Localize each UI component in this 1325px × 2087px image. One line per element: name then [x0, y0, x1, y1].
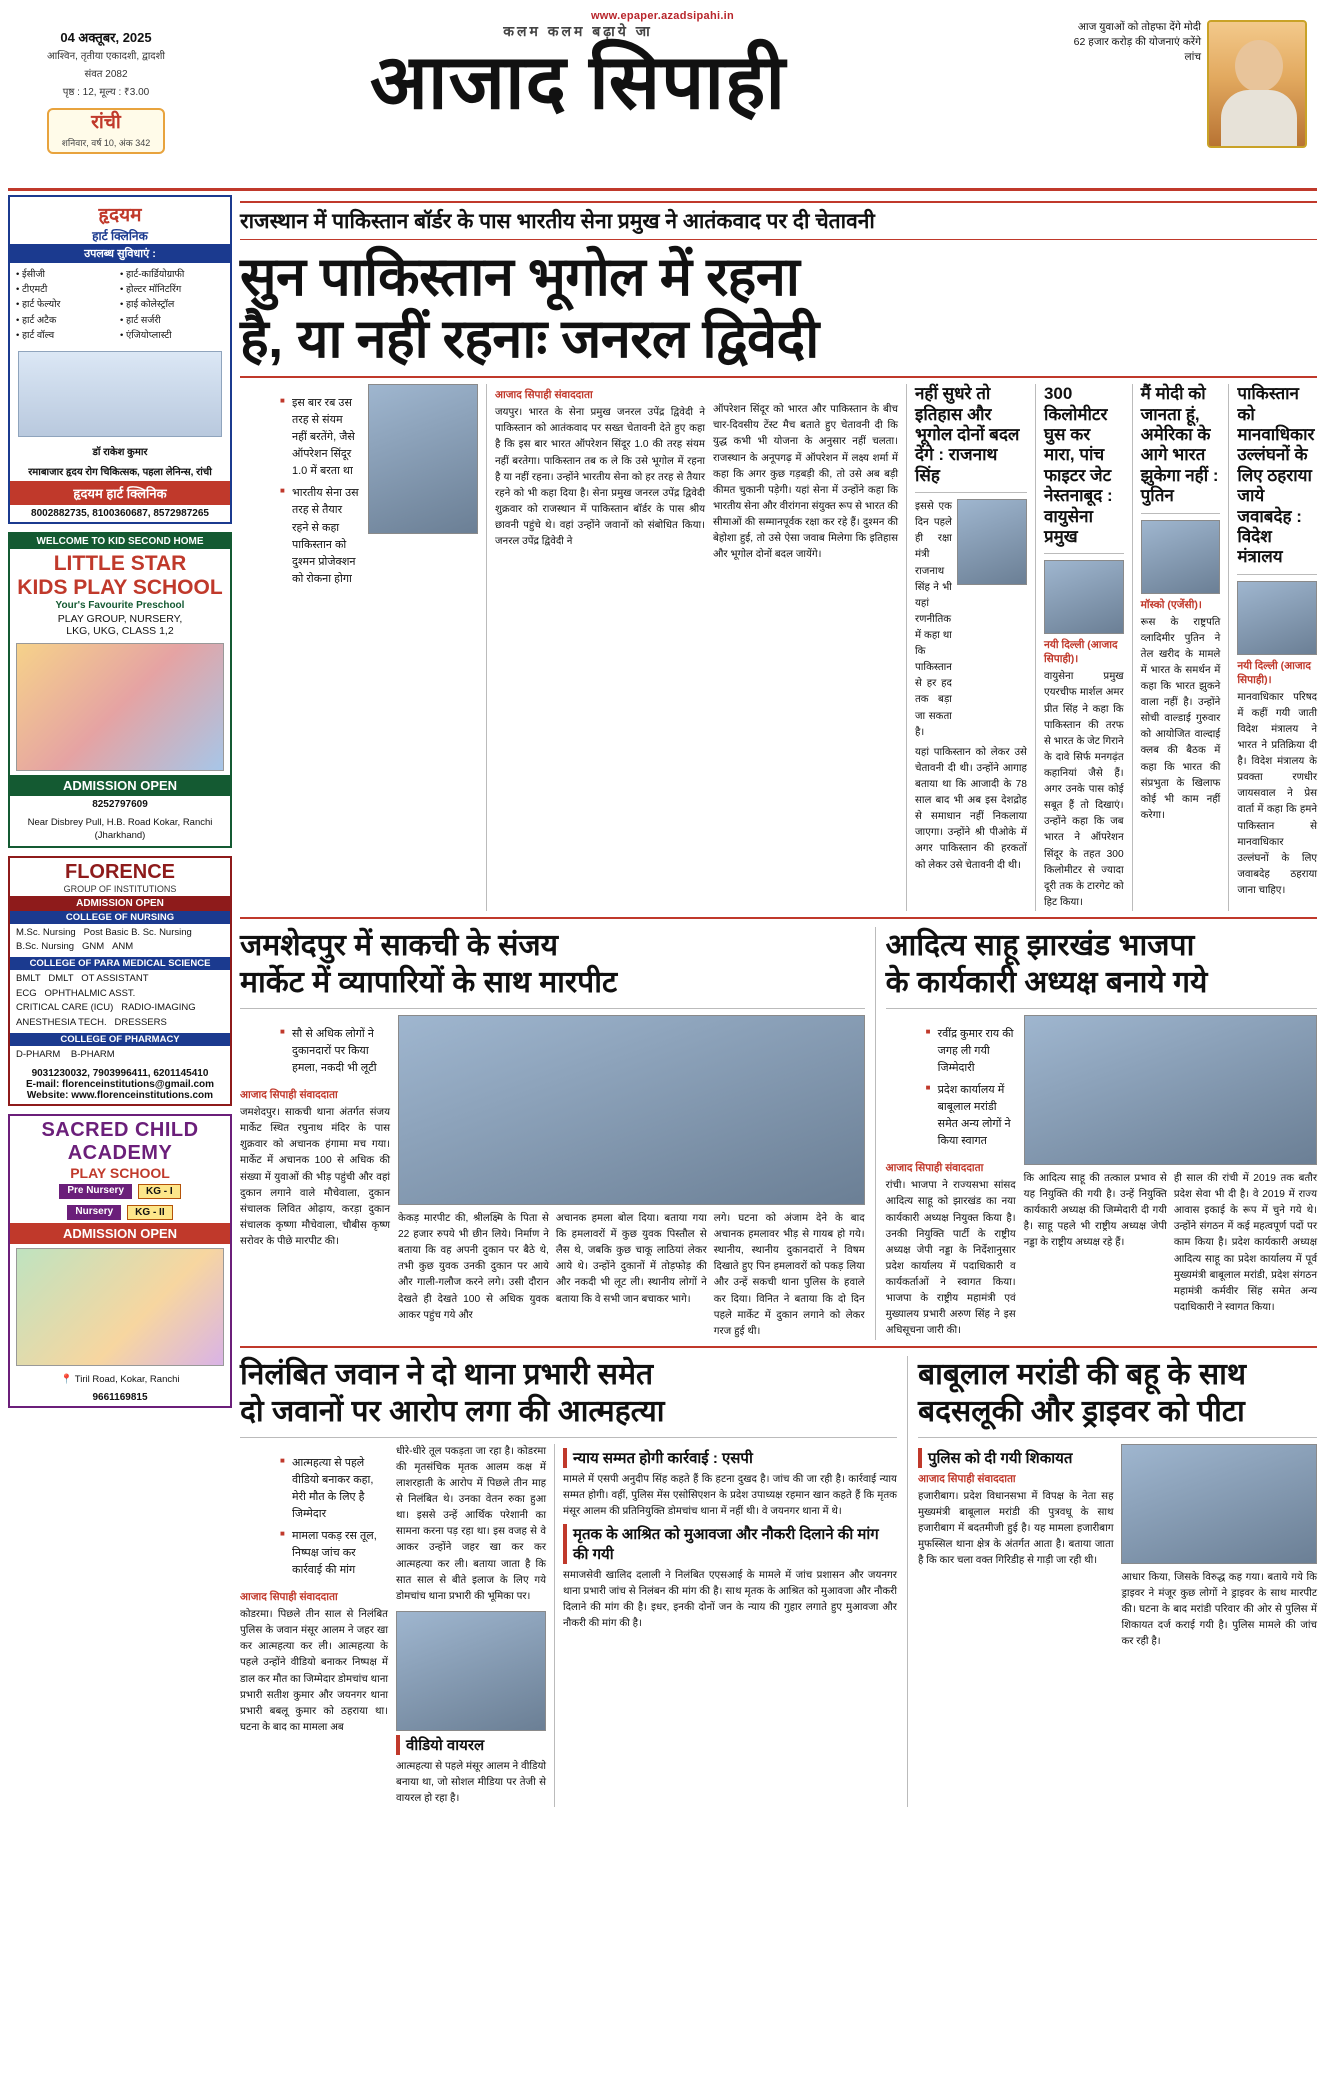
- ad-doctor-photo: [18, 351, 222, 437]
- lead-bullets: [240, 395, 360, 588]
- epaper-url[interactable]: www.epaper.azadsipahi.in: [590, 10, 735, 22]
- ad-school-address: Near Disbrey Pull, H.B. Road Kokar, Ranchi (Jharkhand): [27, 816, 213, 842]
- top-articles-row: [240, 384, 1317, 911]
- bottom-left-compensation-head: मृतक के आश्रित को मुआवजा और नौकरी दिलाने की मांग की गयी: [563, 1524, 897, 1564]
- ad-doctor-name: डॉ राकेश कुमार: [92, 446, 148, 458]
- card-airchief-headline: 300 किलोमीटर घुस कर मारा, पांच फाइटर जेट नेस्तनाबूद : वायुसेना प्रमुख: [1043, 384, 1113, 546]
- ad-sacred-name: SACRED CHILD ACADEMY: [41, 1118, 199, 1164]
- ad-florence-name: FLORENCE: [65, 860, 175, 883]
- tagline: कलम कलम बढ़ाये जा: [503, 23, 653, 39]
- card-airchief: [1044, 384, 1124, 911]
- hindu-date: आश्विन, तृतीया एकादशी, द्वादशी: [47, 51, 165, 62]
- article-jamshedpur-market: [240, 927, 865, 1340]
- mid-right-bullets: [886, 1026, 1016, 1150]
- ad-florence-sec-pharmacy: COLLEGE OF PHARMACY: [10, 1033, 230, 1046]
- ad-clinic-address: रमाबाजार हृदय रोग चिकित्सक, पहला लेनिन्स, रांची: [28, 466, 212, 478]
- rajnath-singh-photo: [957, 499, 1027, 585]
- ad-florence-sec-paramedical: COLLEGE OF PARA MEDICAL SCIENCE: [10, 957, 230, 970]
- card-putin: [1141, 384, 1221, 911]
- ad-florence-sec-nursing: COLLEGE OF NURSING: [10, 911, 230, 924]
- ad-sacred-child-academy[interactable]: [8, 1114, 232, 1408]
- samvat: संवत 2082: [84, 69, 128, 80]
- lead-text-1: जयपुर। भारत के सेना प्रमुख जनरल उपेंद्र द्विवेदी ने पाकिस्तान को आतंकवाद पर सख्त चेतावनी देते हुए कहा है कि इस बार भारत ऑपरेशन सिंदूर 1.0 की तरह संयम नहीं बरतेगा। पाकिस्तान तब क ले कि उसे भूगोल में रहना है या नहीं रहना। उन्होंने भारतीय सेना को हर तरह से तैयार रहने को भी कहा दिया है। सेना प्रमुख जनरल उपेंद्र द्विवेदी शुक्रवार को राजस्थान में पाकिस्तान बॉर्डर के पास श्रीय छावनी पहुंचे थे। वहां उन्होंने जवानों को संबोधित किया। जनरल उपेंद्र द्विवेदी ने: [495, 407, 705, 548]
- mid-left-bullets: [240, 1026, 390, 1077]
- lead-text-col: [495, 384, 705, 911]
- mid-right-text-2: कि आदित्य साहू की तत्काल प्रभाव से यह नियुक्ति की गयी है। उन्हें नियुक्ति कार्यकारी अध्यक्ष की जिम्मेदारी दी गयी है। साहू पहले भी राष्ट्रीय अध्यक्ष जेपी नड्डा के राष्ट्रीय अध्यक्ष रहे हैं।: [1023, 1172, 1167, 1249]
- article-aditya-sahu: [875, 927, 1317, 1340]
- divider: [1141, 513, 1221, 514]
- main-content: [240, 195, 1317, 1807]
- ad-clinic-banner: हृदयम हार्ट क्लिनिक: [10, 481, 230, 505]
- mid-right-headline-2: के कार्यकारी अध्यक्ष बनाये गये: [885, 966, 1208, 1000]
- mid-right-bullet-2: ■ प्रदेश कार्यालय में बाबूलाल मरांडी समेत अन्य लोगों ने किया स्वागत: [926, 1082, 1016, 1150]
- modi-portrait-photo: [1207, 20, 1307, 148]
- divider: [1237, 574, 1317, 575]
- lead-bullet-1: ■ इस बार रब उस तरह से संयम नहीं बरतेंगे, जैसे ऑपरेशन सिंदूर 1.0 में बरता था: [280, 395, 360, 480]
- ad-florence-paramedical-courses: BMLT DMLT OT ASSISTANT ECG OPHTHALMIC ASST. CRITICAL CARE (ICU) RADIO-IMAGING ANESTHESIA TECH. DRESSERS: [16, 972, 196, 1029]
- card-putin-byline: मॉस्को (एजेंसी)।: [1140, 598, 1202, 611]
- ad-school-classes: PLAY GROUP, NURSERY, LKG, UKG, CLASS 1,2: [57, 612, 183, 637]
- column-divider: [486, 384, 487, 911]
- ad-sacred-classes-2: [10, 1202, 230, 1223]
- bottom-left-video-head: वीडियो वायरल: [396, 1735, 546, 1755]
- masthead-right: [1069, 20, 1309, 148]
- ad-sacred-address: 📍 Tiril Road, Kokar, Ranchi: [60, 1373, 180, 1385]
- mid-right-bullet-1: ■ रवींद्र कुमार राय की जगह ली गयी जिम्मेदारी: [926, 1026, 1016, 1077]
- card-mea-byline: नयी दिल्ली (आजाद सिपाही)।: [1237, 659, 1311, 686]
- ad-sacred-phone[interactable]: 9661169815: [92, 1391, 148, 1403]
- bottom-left-bullets: [240, 1455, 388, 1579]
- page-title: आजाद सिपाही: [369, 40, 787, 125]
- card-mea: [1237, 384, 1317, 911]
- lead-headline: [240, 240, 1317, 370]
- card-airchief-byline: नयी दिल्ली (आजाद सिपाही)।: [1043, 639, 1118, 666]
- article-marandi-daughter-in-law: [907, 1356, 1317, 1807]
- divider: [240, 917, 1317, 919]
- ad-florence-contact[interactable]: 9031230032, 7903996411, 6201145410 E-mail: florenceinstitutions@gmail.com Website: www.florenceinstitutions.com: [25, 1067, 215, 1101]
- card-putin-headline: मैं मोदी को जानता हूं, अमेरिका के आगे भारत झुकेगा नहीं : पुतिन: [1140, 384, 1219, 506]
- card-mea-headline: पाकिस्तान को मानवाधिकार उल्लंघनों के लिए ठहराया जाये जवाबदेह : विदेश मंत्रालय: [1237, 384, 1315, 567]
- ad-clinic-sub: हार्ट क्लिनिक: [92, 229, 148, 243]
- bottom-left-text-2: धीरे-धीरे तूल पकड़ता जा रहा है। कोडरमा की मृतसंचिक मृतक आलम कक्ष में लाशरहाती के आरोप में पिछले तीन माह से निलंबित थे। उनका वेतन रुका हुआ था। इससे उन्हें आर्थिक परेशानी का सामना करना पड़ रहा था। इस वजह से वे आकर उन्होंने जहर खा कर कर आत्महत्या कर ली। बताया जाता है कि सात साल से बीते इलाज के लिए गये डोमचांच थाना प्रभारी की भूमिका पर।: [396, 1445, 546, 1602]
- mid-right-text-1: रांची। भाजपा ने राज्यसभा सांसद आदित्य साहू को झारखंड का नया कार्यकारी अध्यक्ष नियुक्त किया है। उनकी नियुक्ति पार्टी के राष्ट्रीय अध्यक्ष जेपी नड्डा के निर्देशानुसार प्रदेश कार्यालय में पदाधिकारी व कार्यकर्ताओं ने स्वागत किया। भाजपा के राष्ट्रीय महामंत्री एवं मुख्यालय प्रभारी अरुण सिंह ने इस अधिसूचना जारी की।: [885, 1180, 1016, 1337]
- bottom-left-text-4: समाजसेवी खालिद दलाली ने निलंबित एएसआई के मामले में जांच प्रशासन और जयनगर थाना प्रभारी जांच से निलंबन की मांग की है। साथ मृतक के आश्रित को मुआवजा और नौकरी दिलाने की मांग की है। इधर, इनकी दोनों जन के न्याय की गुहार लगाते हुए मुआवजा और नौकरी की मांग की है।: [563, 1570, 897, 1630]
- putin-photo: [1141, 520, 1221, 594]
- card-rajnath-bullets: इससे एक दिन पहले ही रक्षा मंत्री राजनाथ सिंह ने भी यहां रणनीतिक में कहा था कि पाकिस्तान से हर हद तक बड़ा जा सकता है।: [915, 501, 952, 738]
- bottom-left-byline: आजाद सिपाही संवाददाता: [240, 1591, 338, 1604]
- bottom-left-text-3: मामले में एसपी अनुदीप सिंह कहते हैं कि हटना दुखद है। जांच की जा रही है। कार्रवाई न्याय सम्मत होगी। वहीं, पुलिस मेंस एसोसिएशन के प्रदेश उपाध्यक्ष रहमान खान कहते हैं कि मृतक मंसूर आलम की प्रतिनियुक्ति डोमचांच थाना में नहीं थी। वे जयनगर थाना में थे।: [563, 1473, 897, 1518]
- ad-clinic-name: हृदयम: [98, 205, 142, 226]
- bottom-left-headline-1: निलंबित जवान ने दो थाना प्रभारी समेत: [240, 1357, 654, 1391]
- bottom-right-headline-1: बाबूलाल मरांडी की बहू के साथ: [917, 1357, 1247, 1391]
- bottom-left-sp-head: न्याय सम्मत होगी कार्रवाई : एसपी: [563, 1448, 897, 1468]
- ad-florence-sub: GROUP OF INSTITUTIONS: [63, 883, 177, 894]
- ad-sacred-nursery: Nursery: [67, 1205, 121, 1220]
- bottom-left-text-1: कोडरमा। पिछले तीन साल से निलंबित पुलिस के जवान मंसूर आलम ने जहर खा कर आत्महत्या कर ली। आत्महत्या के पहले उन्होंने वीडियो बनाकर निष्पक्ष में डाल कर मौत का जिम्मेदार डोमचांच थाना प्रभारी सतीश कुमार और जयनगर थाना प्रभारी बबलू कुमार को ठहराया था। घटना के बाद का मामला अब: [240, 1609, 388, 1733]
- army-chief-photo: [368, 384, 478, 534]
- mid-left-bullet-1: ■ सौ से अधिक लोगों ने दुकानदारों पर किया हमला, नकदी भी लूटी: [280, 1026, 390, 1077]
- mid-left-text-3: अचानक हमला बोल दिया। बताया गया कि हमलावरों में कुछ युवक पिस्तौल से लैस थे, जबकि कुछ चाकू लाठियां लेकर आये थे। उन्होंने दुकानों में तोड़फोड़ की और नकदी भी लूट ली। स्थानीय लोगों ने बताया कि वे सभी जान बचाकर भागे।: [555, 1212, 707, 1305]
- ad-hridayam-heart-clinic[interactable]: [8, 195, 232, 524]
- ad-school-name: LITTLE STAR KIDS PLAY SCHOOL: [17, 551, 223, 599]
- bottom-articles-row: [240, 1356, 1317, 1807]
- mid-articles-row: [240, 927, 1317, 1340]
- mid-right-headline-1: आदित्य साहू झारखंड भाजपा: [885, 928, 1195, 962]
- ad-clinic-phone[interactable]: 8002882735, 8100360687, 8572987265: [31, 507, 209, 519]
- ad-sacred-admission: ADMISSION OPEN: [10, 1223, 230, 1244]
- bottom-right-bullet: पुलिस को दी गयी शिकायत: [918, 1448, 1114, 1468]
- air-chief-photo: [1044, 560, 1124, 634]
- mid-right-text-3: ही साल की रांची में 2019 तक बतौर प्रदेश सेवा भी दी है। वे 2019 में राज्य आवास इकाई के रूप में चुने गये थे। उन्होंने संगठन में कई महत्वपूर्ण पदों पर काम किया है। प्रदेश कार्यकारी अध्यक्ष आदित्य साहू का प्रदेश कार्यालय में पूर्व मुख्यमंत्री बाबूलाल मरांडी, प्रदेश संगठन महामंत्री कर्मवीर सिंह समेत अन्य पदाधिकारी ने स्वागत किया।: [1173, 1172, 1317, 1313]
- ad-little-star-kids-play-school[interactable]: [8, 532, 232, 848]
- mid-left-text-2: केकड़ मारपीट की, श्रीलक्ष्मि के पिता से 22 हजार रुपये भी छीन लिये। निर्माण ने बताया कि वह अपनी दुकान पर बैठे थे, तभी कुछ युवक उनकी दुकान पर आये और गाली-गलौज करने लगे। उसी दौरान देखते ही देखते 100 से अधिक युवक आकर पहुंच गये और: [398, 1212, 549, 1321]
- lead-byline: आजाद सिपाही संवाददाता: [495, 389, 593, 402]
- publication-date: 04 अक्तूबर, 2025: [60, 30, 152, 45]
- column-divider-2: [906, 384, 907, 911]
- city-meta: शनिवार, वर्ष 10, अंक 342: [61, 137, 151, 148]
- ad-school-phone[interactable]: 8252797609: [92, 798, 148, 810]
- card-rajnath-text: यहां पाकिस्तान को लेकर उसे चेतावनी दी थी। उन्होंने आगाह बताया था कि आजादी के 78 साल बाद भी अब इस देशद्रोह से समाधान नहीं निकलाया जाएगा। उन्होंने श्री पीओके में अगर पाकिस्तान की हरकतों को लेकर उसे चेतावनी दी थी।: [915, 746, 1027, 871]
- ad-services-list: • ईसीजी • हार्ट-कार्डियोग्राफी • टीएमटी • होल्टर मॉनिटरिंग • हार्ट फेल्योर • हाई कोलेस्ट्रॉल • हार्ट अटैक • हार्ट सर्जरी • हार्ट वॉल्व • एंजियोप्लास्टी: [16, 269, 185, 341]
- market-attack-photo: [398, 1015, 865, 1205]
- ad-sacred-kg2: KG - II: [127, 1205, 172, 1220]
- divider: [240, 1346, 1317, 1348]
- bottom-left-bullet-2: ■ मामला पकड़ रस तूल, निष्पक्ष जांच कर कार्रवाई की मांग: [280, 1528, 388, 1579]
- ad-welcome-bar: WELCOME TO KID SECOND HOME: [10, 534, 230, 549]
- advertisement-column: [8, 195, 232, 1807]
- card-mea-text: मानवाधिकार परिषद में कहीं गयी जाती विदेश मंत्रालय ने भारत ने प्रतिक्रिया दी है। विदेश मंत्रालय के प्रवक्ता रणधीर जायसवाल ने प्रेस वार्ता में कहा कि हमने पाकिस्तान से मानवाधिकार उल्लंघनों के लिए जवाबदेह ठहराया जाना चाहिए।: [1237, 691, 1318, 897]
- page-body: [8, 195, 1317, 1807]
- ad-sacred-pre-nursery: Pre Nursery: [59, 1184, 132, 1199]
- masthead-center: [208, 22, 948, 123]
- divider: [886, 1008, 1317, 1009]
- divider: [240, 1437, 897, 1438]
- bottom-right-headline-2: बदसलूकी और ड्राइवर को पीटा: [917, 1395, 1245, 1429]
- column-divider-3: [1035, 384, 1036, 911]
- card-rajnath-headline: नहीं सुधरे तो इतिहास और भूगोल दोनों बदल देंगे : राजनाथ सिंह: [915, 384, 1020, 485]
- ad-sacred-kg1: KG - I: [138, 1184, 181, 1199]
- lead-headline-line1: सुन पाकिस्तान भूगोल में रहना: [240, 247, 800, 307]
- lead-text-2: ऑपरेशन सिंदूर को भारत और पाकिस्तान के बीच चार-दिवसीय टेंस्ट मैच बताते हुए चेतावनी दी कि युद्ध कभी भी योजना के अनुसार नहीं चलता। राजस्थान के अनूपगढ़ में ऑपरेशन में लक्ष्य शर्मा में कहा कि अगर कुछ गड़बड़ी की, तो उसे अब बड़ी कीमत चुकानी पड़ेगी। यहां सेना में उन्होंने कहा कि भारतीय सेना और वीरांगना संयुक्त रूप से भारत की सीमाओं की सम्मानपूर्वक रक्षा कर रहे हैं। दुश्मन की बेहोशा हुई, तो उसे ऐसा जवाब मिलेगा कि इतिहास और भूगोल दोनों बदल जायेंगे।: [713, 404, 898, 561]
- ad-sacred-sub: PLAY SCHOOL: [70, 1164, 170, 1181]
- ad-florence-pharmacy-courses: D-PHARM B-PHARM: [16, 1048, 115, 1060]
- divider: [1044, 553, 1124, 554]
- lead-photo-col: [368, 384, 478, 911]
- bjp-leaders-photo: [1024, 1015, 1317, 1165]
- mid-left-text-1: जमशेदपुर। साकची थाना अंतर्गत संजय मार्केट स्थित रघुनाथ मंदिर के पास शुक्रवार को अचानक हंगामा मच गया। मार्केट में अचानक 100 से अधिक की संख्या में युवाओं की भीड़ पहुंची और वहां दुकान लगाने वाले मौचेवाला, दुकान संचालक लिवित ओढ़ाय, करड़ा दुकान संचालक कृष्णा मौचेवाला, चौबीस कृष्ण सरोवर के पीछे मारपीट की।: [240, 1107, 390, 1247]
- card-rajnath: [915, 384, 1027, 911]
- pages-price: पृष्ठ : 12, मूल्य : ₹3.00: [62, 87, 150, 98]
- divider: [915, 492, 1027, 493]
- suicide-victim-photo: [396, 1611, 546, 1731]
- bottom-left-bullet-1: ■ आत्महत्या से पहले वीडियो बनाकर कहा, मेरी मौत के लिए है जिम्मेदार: [280, 1455, 388, 1523]
- divider: [918, 1437, 1317, 1438]
- ad-florence-admission: ADMISSION OPEN: [10, 896, 230, 911]
- column-divider-4: [1132, 384, 1133, 911]
- divider: [240, 1008, 865, 1009]
- mid-left-headline-1: जमशेदपुर में साकची के संजय: [240, 928, 559, 962]
- mid-left-headline-2: मार्केट में व्यापारियों के साथ मारपीट: [240, 966, 618, 1000]
- city-name: रांची: [91, 112, 121, 133]
- bottom-left-video-text: आत्महत्या से पहले मंसूर आलम ने वीडियो बनाया था, जो सोशल मीडिया पर तेजी से वायरल हो रहा है।: [396, 1760, 546, 1805]
- lead-bullet-2: ■ भारतीय सेना उस तरह से तैयार रहने से कहा पाकिस्तान को दुश्मन प्रोजेक्शन को रोकना होगा: [280, 485, 360, 587]
- masthead-left: [16, 28, 196, 154]
- city-badge: [47, 108, 165, 154]
- mid-right-byline: आजाद सिपाही संवाददाता: [885, 1162, 984, 1175]
- lead-kicker: राजस्थान में पाकिस्तान बॉर्डर के पास भारतीय सेना प्रमुख ने आतंकवाद पर दी चेतावनी: [240, 201, 1317, 240]
- bottom-right-text-2: आधार किया, जिसके विरुद्ध कह गया। बताये गये कि ड्राइवर ने मंजूर कुछ लोगों ने ड्राइवर के साथ मारपीट की। घटना के बाद मरांडी परिवार की ओर से पुलिस में शिकायत दर्ज कराई गयी है। पुलिस मामले की जांच कर रही है।: [1121, 1571, 1317, 1648]
- bottom-right-text-1: हजारीबाग। प्रदेश विधानसभा में विपक्ष के नेता सह मुख्यमंत्री बाबूलाल मरांडी की पुत्रवधू के साथ हजारीबाग में बदतमीजी हुई है। यह मामला हजारीबाग मुफस्सिल थाना क्षेत्र के अंतर्गत आता है। बताया जाता है कि कार चला वक्त गिरिडीह से गाड़ी जा रही थी।: [917, 1490, 1114, 1567]
- hazaribagh-photo: [1121, 1444, 1317, 1564]
- masthead-promo-text: आज युवाओं को तोहफा देंगे मोदी 62 हजार करोड़ की योजनाएं करेंगे लांच: [1073, 21, 1201, 64]
- ad-services-bar: उपलब्ध सुविधाएं :: [10, 244, 230, 263]
- lead-headline-line2: है, या नहीं रहनाः जनरल द्विवेदी: [240, 309, 819, 370]
- ad-admission-open: ADMISSION OPEN: [10, 775, 230, 796]
- mid-left-text-4: लगे। घटना को अंजाम देने के बाद अचानक हमलावर भीड़ से गायब हो गये। स्थानीय, स्थानीय दुकानदारों ने विषम दिखाते हुए पिन हमलावरों को पकड़ लिया और उन्हें सकची थाना पुलिस के हवाले कर दिया। विनित ने बताया कि दो दिन पहले मार्केट में दुकान लगाने को लेकर गरज हुई थी।: [713, 1212, 865, 1337]
- ad-sacred-photo: [16, 1248, 224, 1366]
- masthead: [8, 6, 1317, 191]
- ad-florence-nursing-courses: M.Sc. Nursing Post Basic B. Sc. Nursing B.Sc. Nursing GNM ANM: [16, 926, 192, 953]
- ad-florence-group-of-institutions[interactable]: [8, 856, 232, 1106]
- ad-school-photo: [16, 643, 224, 771]
- divider: [240, 376, 1317, 378]
- lead-bullets-col: [240, 384, 360, 911]
- bottom-left-headline-2: दो जवानों पर आरोप लगा की आत्महत्या: [240, 1395, 665, 1429]
- card-putin-text: रूस के राष्ट्रपति व्लादिमीर पुतिन ने तेल खरीद के मामले में भारत के समर्थन में कहा कि भारत झुकने वाला नहीं है। उन्होंने सोची वाल्डाई गुरुवार को आयोजित वाल्दाई क्लब की बैठक में कहा कि भारत की संप्रभुता के खिलाफ कोई भी काम नहीं करेगा।: [1140, 616, 1221, 821]
- column-divider-5: [1228, 384, 1229, 911]
- mea-spokesperson-photo: [1237, 581, 1317, 655]
- mid-left-byline: आजाद सिपाही संवाददाता: [240, 1089, 338, 1102]
- ad-school-tagline: Your's Favourite Preschool: [55, 599, 185, 611]
- card-airchief-text: वायुसेना प्रमुख एयरचीफ मार्शल अमर प्रीत सिंह ने कहा कि पाकिस्तान की तरफ से भारत के जेट गिराने के दावे सिर्फ मनगढ़ंत कहानियां जैसे हैं। अगर उनके पास कोई सबूत हैं तो दिखाएं। उन्होंने कहा कि जब भारत ने ऑपरेशन सिंदूर के तहत 300 किलोमीटर से ज्यादा दूरी तक के टारगेट को हिट किया।: [1043, 671, 1124, 908]
- article-jawan-suicide: [240, 1356, 897, 1807]
- lead-text-col-2: [713, 384, 898, 911]
- ad-sacred-classes: [10, 1181, 230, 1202]
- bottom-right-byline: आजाद सिपाही संवाददाता: [917, 1472, 1016, 1485]
